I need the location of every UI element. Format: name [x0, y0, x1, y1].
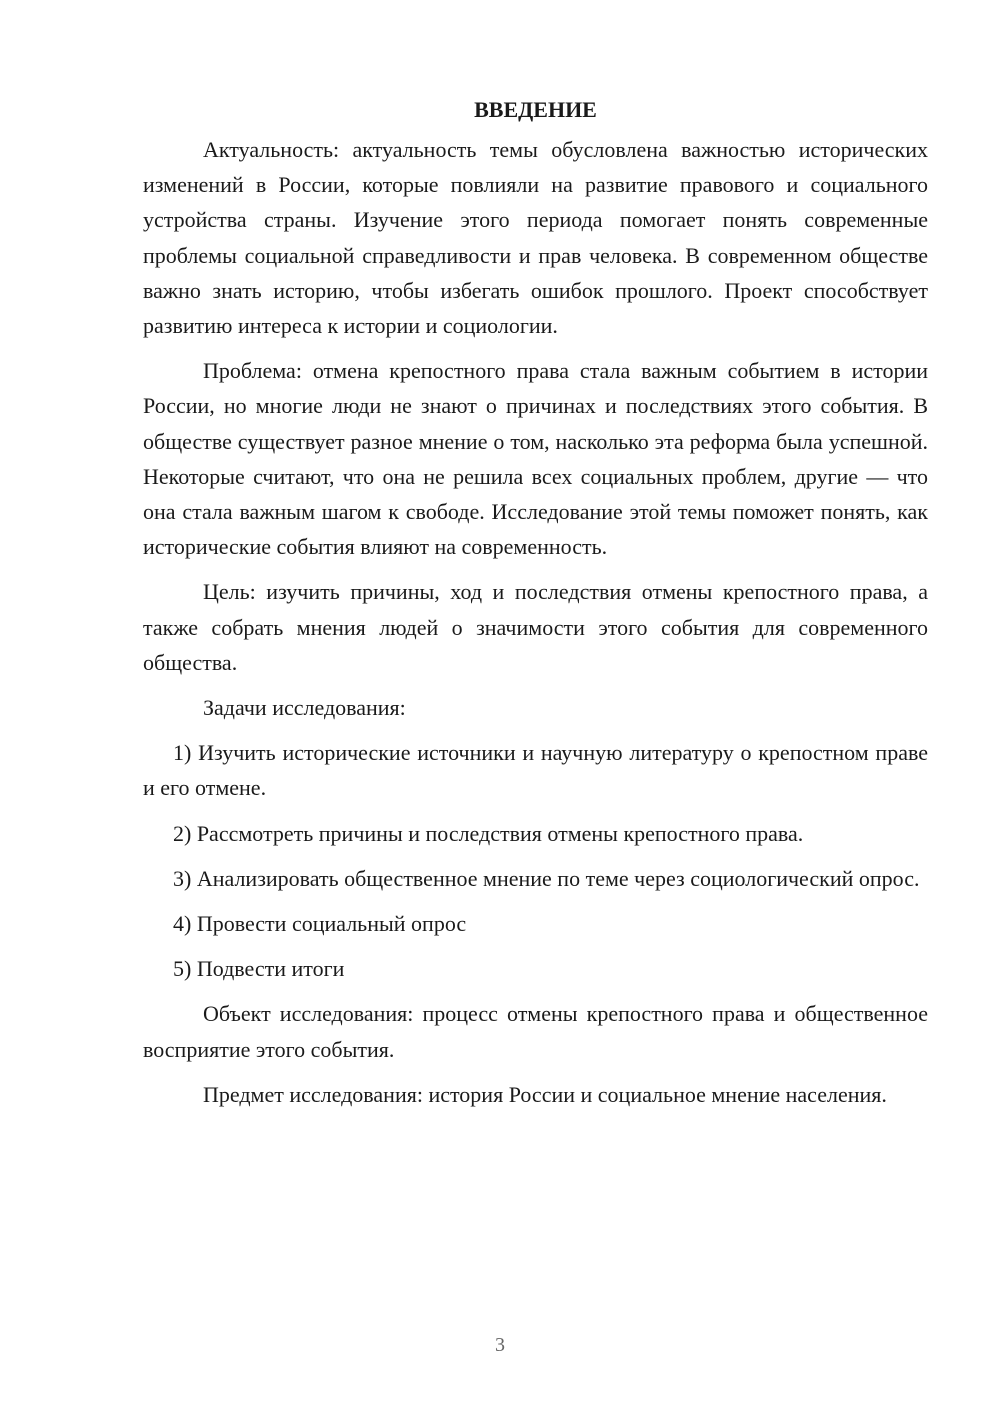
task-item-2: 2) Рассмотреть причины и последствия отмены крепостного права.	[173, 820, 804, 846]
goal-paragraph: Цель: изучить причины, ход и последствия отмены крепостного права, а также собрать мнения людей о значимости этого события для современного общества.	[143, 579, 928, 675]
task-item-3: 3) Анализировать общественное мнение по теме через социологический опрос.	[173, 865, 920, 891]
document-page	[143, 92, 928, 1122]
relevance-paragraph: Актуальность: актуальность темы обусловлена важностью исторических изменений в России, которые повлияли на развитие правового и социального устройства страны. Изучение этого периода помогает понять современные проблемы социальной справедливости и прав человека. В современном обществе важно знать историю, чтобы избегать ошибок прошлого. Проект способствует развитию интереса к истории и социологии.	[143, 137, 928, 339]
task-item-4: 4) Провести социальный опрос	[173, 911, 467, 937]
problem-paragraph: Проблема: отмена крепостного права стала важным событием в истории России, но многие люди не знают о причинах и последствиях этого события. В обществе существует разное мнение о том, насколько эта реформа была успешной. Некоторые считают, что она не решила всех социальных проблем, другие — что она стала важным шагом к свободе. Исследование этой темы поможет понять, как исторические события влияют на современность.	[143, 358, 928, 560]
subject-paragraph: Предмет исследования: история России и социальное мнение населения.	[203, 1081, 887, 1107]
tasks-heading: Задачи исследования:	[203, 695, 406, 721]
task-item-5: 5) Подвести итоги	[173, 956, 345, 982]
object-paragraph: Объект исследования: процесс отмены крепостного права и общественное восприятие этого события.	[143, 1001, 928, 1062]
page-number: 3	[495, 1334, 505, 1356]
task-item-1: 1) Изучить исторические источники и научную литературу о крепостном праве и его отмене.	[143, 740, 928, 801]
section-heading: ВВЕДЕНИЕ	[474, 97, 597, 122]
